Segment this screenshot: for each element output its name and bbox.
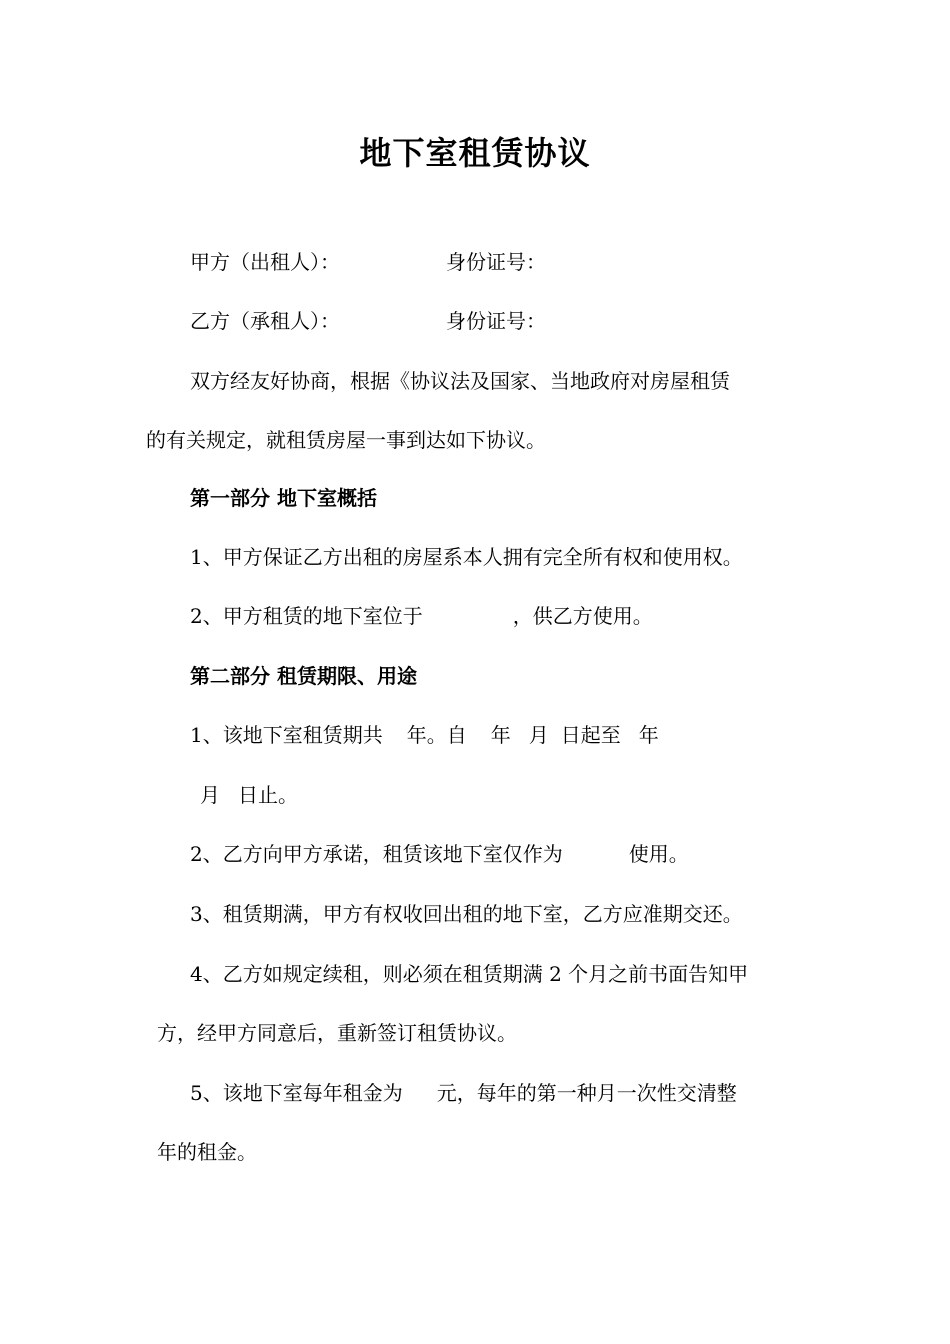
part2-item-1-text-e: 日起至 bbox=[560, 723, 621, 747]
part2-item-5-line-2: 年的租金。 bbox=[157, 1140, 257, 1164]
part1-item-2 bbox=[190, 602, 653, 630]
part2-item-4-line-2: 方，经甲方同意后，重新签订租赁协议。 bbox=[157, 1021, 517, 1045]
party-b-id-label: 身份证号： bbox=[446, 309, 546, 333]
part2-item-5 bbox=[190, 1079, 737, 1107]
part2-item-2 bbox=[190, 840, 689, 868]
part2-heading: 第二部分 租赁期限、用途 bbox=[190, 664, 417, 688]
part2-item-3: 3、租赁期满，甲方有权收回出租的地下室，乙方应准期交还。 bbox=[190, 902, 743, 926]
part2-item-1-text-b: 年。自 bbox=[406, 723, 467, 747]
part2-item-1-text-a: 1、该地下室租赁期共 bbox=[190, 723, 383, 747]
document-title: 地下室租赁协议 bbox=[359, 134, 591, 172]
part1-item-2-text-b: ，供乙方使用。 bbox=[512, 604, 653, 628]
party-a-id-label: 身份证号： bbox=[446, 250, 546, 274]
party-b-label: 乙方（承租人）： bbox=[190, 309, 340, 333]
party-a-label: 甲方（出租人）： bbox=[190, 250, 340, 274]
party-b-line bbox=[190, 307, 546, 335]
part2-item-5-text-b: 元，每年的第一种月一次性交清整 bbox=[436, 1081, 737, 1105]
part2-item-1-text-h: 日止。 bbox=[238, 783, 298, 807]
part2-item-1-cont bbox=[200, 781, 298, 809]
intro-line-1: 双方经友好协商，根据《协议法及国家、当地政府对房屋租赁 bbox=[190, 369, 730, 393]
part1-heading: 第一部分 地下室概括 bbox=[190, 486, 377, 510]
part2-item-1-text-g: 月 bbox=[200, 783, 220, 807]
part2-item-4-line-1: 4、乙方如规定续租，则必须在租赁期满 2 个月之前书面告知甲 bbox=[190, 962, 749, 986]
part2-item-2-text-a: 2、乙方向甲方承诺，租赁该地下室仅作为 bbox=[190, 842, 563, 866]
part2-item-5-text-a: 5、该地下室每年租金为 bbox=[190, 1081, 403, 1105]
party-a-line bbox=[190, 248, 546, 276]
intro-line-2: 的有关规定，就租赁房屋一事到达如下协议。 bbox=[146, 428, 546, 452]
part2-item-1-text-c: 年 bbox=[490, 723, 511, 747]
part2-item-1 bbox=[190, 721, 659, 749]
part1-item-1: 1、甲方保证乙方出租的房屋系本人拥有完全所有权和使用权。 bbox=[190, 545, 743, 569]
part1-item-2-text-a: 2、甲方租赁的地下室位于 bbox=[190, 604, 423, 628]
part2-item-2-text-b: 使用。 bbox=[628, 842, 689, 866]
part2-item-1-text-d: 月 bbox=[528, 723, 549, 747]
part2-item-1-text-f: 年 bbox=[638, 723, 659, 747]
